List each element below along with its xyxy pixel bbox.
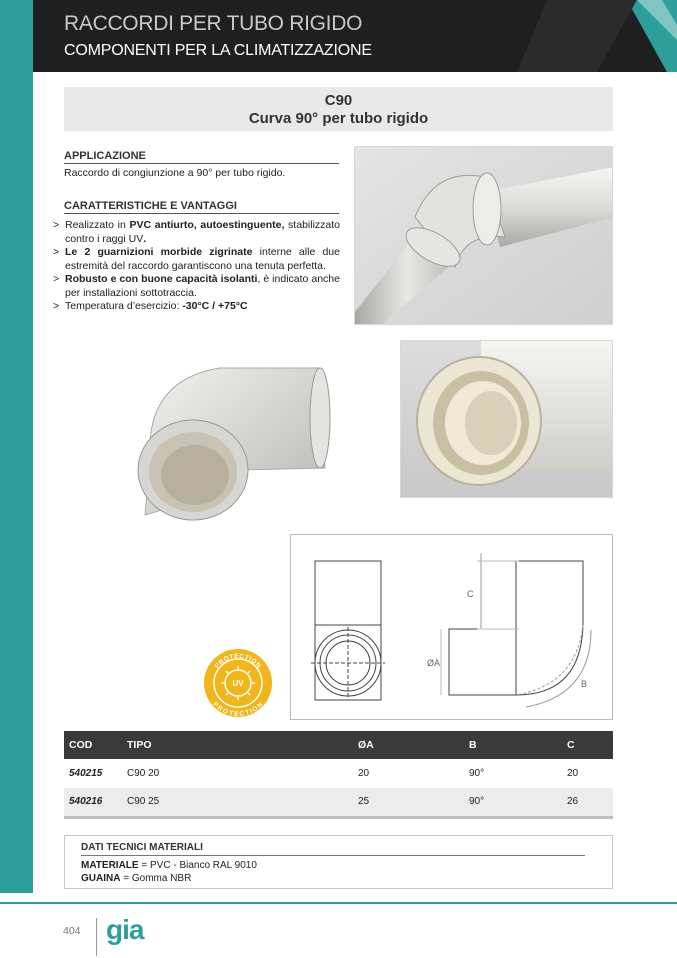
cell-b: 90° <box>464 759 562 788</box>
section-title: RACCORDI PER TUBO RIGIDO <box>64 12 363 35</box>
badge-text-bottom: PROTECTION <box>211 700 265 718</box>
tech-guaina: GUAINA = Gomma NBR <box>81 873 192 884</box>
page-number: 404 <box>63 925 81 937</box>
footer-line <box>0 902 677 904</box>
technical-drawing <box>290 534 613 720</box>
cell-c: 20 <box>562 759 613 788</box>
cell-a: 20 <box>353 759 464 788</box>
feature-item: > Realizzato in PVC antiurto, autoestinguente, stabilizzato contro i raggi UV. <box>53 219 340 245</box>
col-header-tipo: TIPO <box>122 731 353 759</box>
cell-tipo: C90 25 <box>122 788 353 817</box>
product-title-box <box>64 87 613 131</box>
product-codes-table <box>64 731 613 819</box>
photo-elbow <box>125 350 335 530</box>
product-code: C90 <box>324 92 353 109</box>
cell-cod: 540215 <box>64 759 122 788</box>
drawing-label-b: B <box>581 679 588 689</box>
cell-tipo: C90 20 <box>122 759 353 788</box>
drawing-label-a: ØA <box>427 658 441 668</box>
cell-a: 25 <box>353 788 464 817</box>
features-list <box>53 219 340 314</box>
feature-item: > Robusto e con buone capacità isolanti, è indicato anche per installazioni sottotraccia. <box>53 273 340 299</box>
table-header-row <box>64 731 613 759</box>
brand-logo: gia <box>106 914 144 945</box>
applicazione-heading: APPLICAZIONE <box>64 150 339 164</box>
table-row <box>64 759 613 788</box>
photo-gasket-detail <box>400 340 613 498</box>
applicazione-text: Raccordo di congiunzione a 90° per tubo rigido. <box>64 167 286 179</box>
technical-data-box <box>64 835 613 889</box>
col-header-a: ØA <box>353 731 464 759</box>
cell-c: 26 <box>562 788 613 817</box>
badge-text-center: UV <box>232 679 244 688</box>
product-name: Curva 90° per tubo rigido <box>248 110 429 127</box>
left-accent-bar <box>0 0 33 893</box>
drawing-label-c: C <box>467 589 474 599</box>
caratteristiche-heading: CARATTERISTICHE E VANTAGGI <box>64 200 339 214</box>
col-header-c: C <box>562 731 613 759</box>
tech-heading: DATI TECNICI MATERIALI <box>81 842 585 856</box>
feature-item: > Temperatura d’esercizio: -30°C / +75°C <box>53 300 248 312</box>
col-header-cod: COD <box>64 731 122 759</box>
col-header-b: B <box>464 731 562 759</box>
photo-installed-elbow <box>354 146 613 325</box>
badge-text-top: PROTECTION <box>213 652 263 670</box>
tech-materiale: MATERIALE = PVC - Bianco RAL 9010 <box>81 860 257 871</box>
cell-b: 90° <box>464 788 562 817</box>
footer-separator <box>96 918 97 956</box>
section-subtitle: COMPONENTI PER LA CLIMATIZZAZIONE <box>64 42 372 59</box>
page-header <box>33 0 677 72</box>
table-row <box>64 788 613 817</box>
header-decoration <box>477 0 677 72</box>
cell-cod: 540216 <box>64 788 122 817</box>
uv-protection-badge <box>203 648 273 718</box>
feature-item: > Le 2 guarnizioni morbide zigrinate interne alle due estremità del raccordo garantiscono una tenuta perfetta. <box>53 246 340 272</box>
